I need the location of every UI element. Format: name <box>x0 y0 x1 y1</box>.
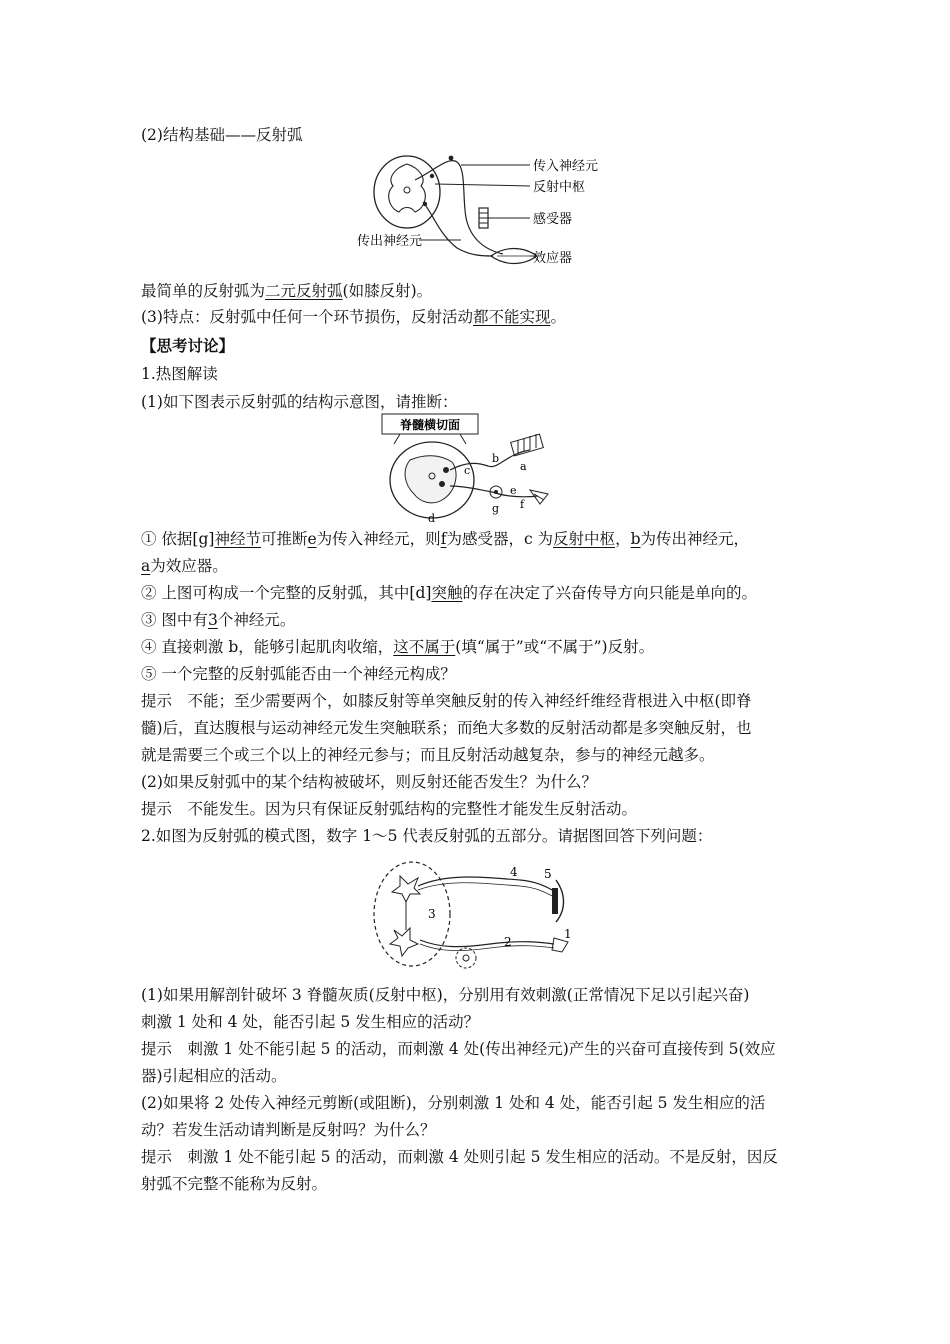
label-3: 3 <box>428 907 436 921</box>
label-4: 4 <box>510 865 518 879</box>
efferent-fiber <box>423 202 493 256</box>
svg-text:a: a <box>520 460 527 473</box>
item-1: ① 依据[g]神经节可推断e为传入神经元，则f为感受器，c 为反射中枢，b为传出神经元， <box>141 530 750 548</box>
item-1-cont: a为效应器。 <box>141 557 228 575</box>
svg-text:e: e <box>510 484 517 497</box>
svg-text:g: g <box>492 502 500 515</box>
item-3: ③ 图中有3个神经元。 <box>141 611 296 629</box>
grey-matter-outline <box>389 164 426 212</box>
central-canal <box>404 187 410 193</box>
answer-2-1-line-1: 提示 刺激 1 处不能引起 5 的活动，而刺激 4 处(传出神经元)产生的兴奋可直接传到 5(效应 <box>141 1040 776 1058</box>
svg-text:f: f <box>520 498 525 511</box>
answer-1-line-3: 就是需要三个或三个以上的神经元参与；而且反射活动越复杂，参与的神经元越多。 <box>141 746 715 764</box>
label-efferent-neuron: 传出神经元 <box>357 234 423 249</box>
feature-text: (3)特点：反射弧中任何一个环节损伤，反射活动都不能实现。 <box>141 308 566 326</box>
hot-figure-subheading: 1.热图解读 <box>141 365 218 383</box>
section-title-reflex-arc: (2)结构基础——反射弧 <box>141 126 303 144</box>
item-5: ⑤ 一个完整的反射弧能否由一个神经元构成？ <box>141 665 456 683</box>
question-2-1-line-2: 刺激 1 处和 4 处，能否引起 5 发生相应的活动？ <box>141 1013 480 1031</box>
label-receptor: 感受器 <box>533 212 573 227</box>
label-5: 5 <box>544 867 552 881</box>
svg-text:c: c <box>464 464 471 477</box>
answer-1-2: 提示 不能发生。因为只有保证反射弧结构的完整性才能发生反射活动。 <box>141 800 638 818</box>
label-2: 2 <box>504 935 512 949</box>
section-2-intro: 2.如图为反射弧的模式图，数字 1～5 代表反射弧的五部分。请据图回答下列问题： <box>141 827 713 845</box>
answer-2-1-line-2: 器)引起相应的活动。 <box>141 1067 287 1085</box>
label-afferent-neuron: 传入神经元 <box>533 159 599 174</box>
answer-1-line-2: 髓)后，直达腹根与运动神经元发生突触联系；而绝大多数的反射活动都是多突触反射，也 <box>141 719 752 737</box>
svg-text:b: b <box>492 452 500 465</box>
item-2: ② 上图可构成一个完整的反射弧，其中[d]突触的存在决定了兴奋传导方向只能是单向的。 <box>141 584 757 602</box>
answer-2-2-line-1: 提示 刺激 1 处不能引起 5 的活动，而刺激 4 处则引起 5 发生相应的活动。不是反射，因反 <box>141 1148 778 1166</box>
spinal-cord-outline <box>374 156 440 228</box>
question-2-2-line-2: 动？若发生活动请判断是反射吗？为什么？ <box>141 1121 436 1139</box>
simplest-arc-text: 最简单的反射弧为二元反射弧(如膝反射)。 <box>141 282 433 300</box>
reflex-arc-figure <box>357 150 605 272</box>
spinal-grey-matter-dashed <box>374 862 450 966</box>
label-effector: 效应器 <box>533 251 573 266</box>
answer-1-line-1: 提示 不能；至少需要两个，如膝反射等单突触反射的传入神经纤维经背根进入中枢(即脊 <box>141 692 752 710</box>
spinal-cross-section-figure <box>380 414 560 526</box>
label-1: 1 <box>564 927 572 941</box>
question-2-1-line-1: (1)如果用解剖针破坏 3 脊髓灰质(反射中枢)，分别用有效刺激(正常情况下足以引起兴奋) <box>141 986 750 1004</box>
item-4: ④ 直接刺激 b，能够引起肌肉收缩，这不属于(填“属于”或“不属于”)反射。 <box>141 638 655 656</box>
figure-title: 脊髓横切面 <box>399 418 461 432</box>
question-2-2-line-1: (2)如果将 2 处传入神经元剪断(或阻断)，分别刺激 1 处和 4 处，能否引起 5 发生相应的活 <box>141 1094 766 1112</box>
question-1-2: (2)如果反射弧中的某个结构被破坏，则反射还能否发生？为什么？ <box>141 773 597 791</box>
svg-text:d: d <box>428 512 436 525</box>
discussion-heading: 【思考讨论】 <box>141 336 235 355</box>
question-1-1: (1)如下图表示反射弧的结构示意图，请推断： <box>141 393 458 411</box>
label-reflex-center: 反射中枢 <box>533 180 586 195</box>
reflex-arc-model-figure <box>370 858 585 976</box>
answer-2-2-line-2: 射弧不完整不能称为反射。 <box>141 1175 328 1193</box>
